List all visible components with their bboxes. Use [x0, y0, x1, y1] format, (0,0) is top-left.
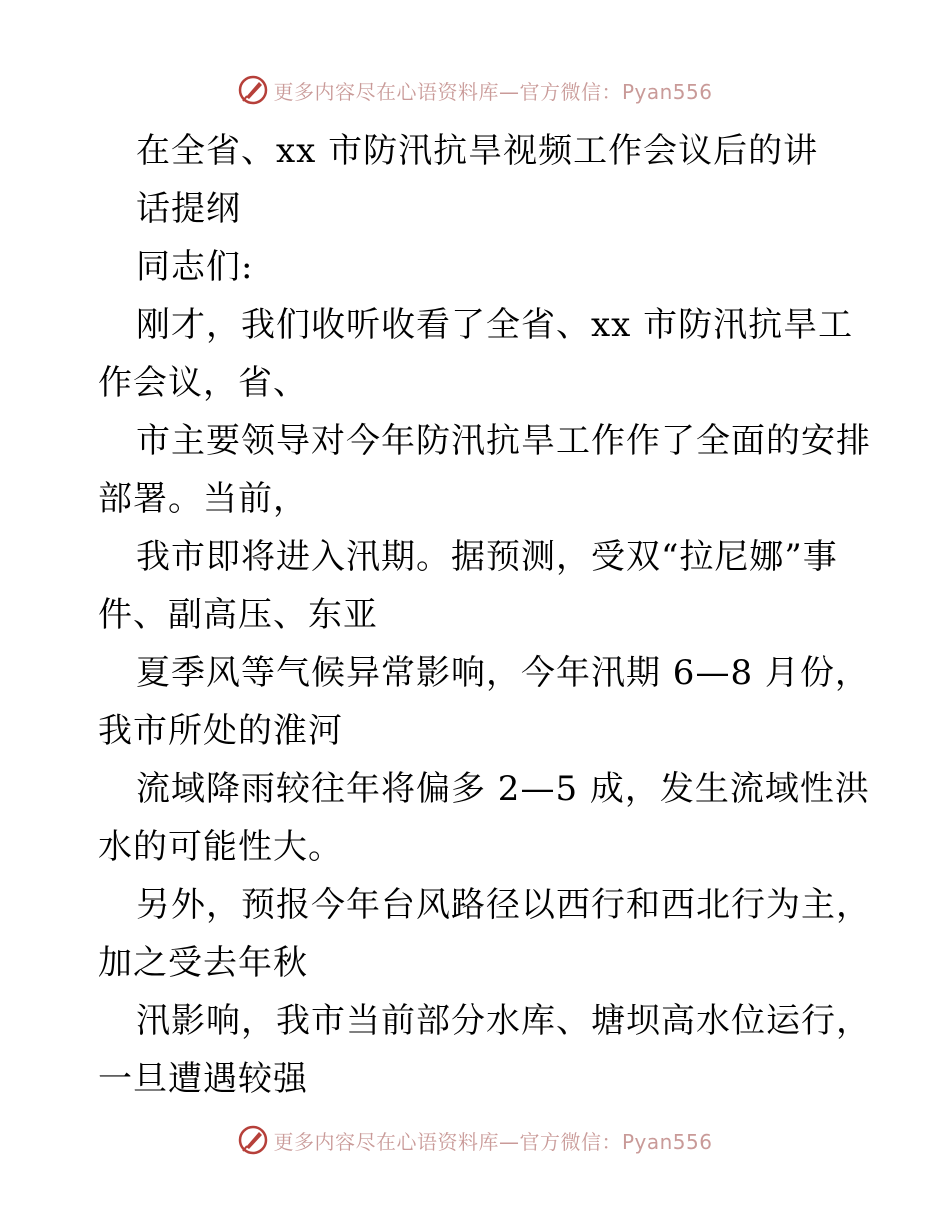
text-line: 流域降雨较往年将偏多 2—5 成，发生流域性洪 [136, 769, 870, 809]
document-body [98, 122, 871, 1108]
text-line: 我市即将进入汛期。据预测，受双“拉尼娜”事 [136, 537, 838, 577]
text-line: 汛影响，我市当前部分水库、塘坝高水位运行， [136, 1001, 871, 1041]
quill-logo-icon [237, 1124, 269, 1156]
text-line: 话提纲 [136, 189, 241, 229]
quill-logo-icon [237, 74, 269, 106]
text-line: 夏季风等气候异常影响，今年汛期 6—8 月份， [136, 653, 870, 693]
header-banner [0, 70, 950, 110]
text-line: 同志们: [136, 247, 254, 287]
header-banner-text: 更多内容尽在心语资料库—官方微信：Pyan556 [273, 79, 713, 104]
text-line: 我市所处的淮河 [98, 711, 343, 751]
text-line: 市主要领导对今年防汛抗旱工作作了全面的安排 [136, 421, 871, 461]
text-line: 在全省、xx 市防汛抗旱视频工作会议后的讲 [136, 131, 819, 171]
text-line: 加之受去年秋 [98, 943, 308, 983]
footer-banner [0, 1120, 950, 1160]
text-line: 作会议，省、 [98, 363, 308, 403]
text-line: 部署。当前， [98, 479, 308, 519]
text-line: 水的可能性大。 [98, 827, 343, 867]
text-line: 另外，预报今年台风路径以西行和西北行为主， [136, 885, 871, 925]
text-line: 一旦遭遇较强 [98, 1059, 308, 1099]
text-line: 件、副高压、东亚 [98, 595, 378, 635]
text-line: 刚才，我们收听收看了全省、xx 市防汛抗旱工 [136, 305, 854, 345]
footer-banner-text: 更多内容尽在心语资料库—官方微信：Pyan556 [273, 1129, 713, 1154]
